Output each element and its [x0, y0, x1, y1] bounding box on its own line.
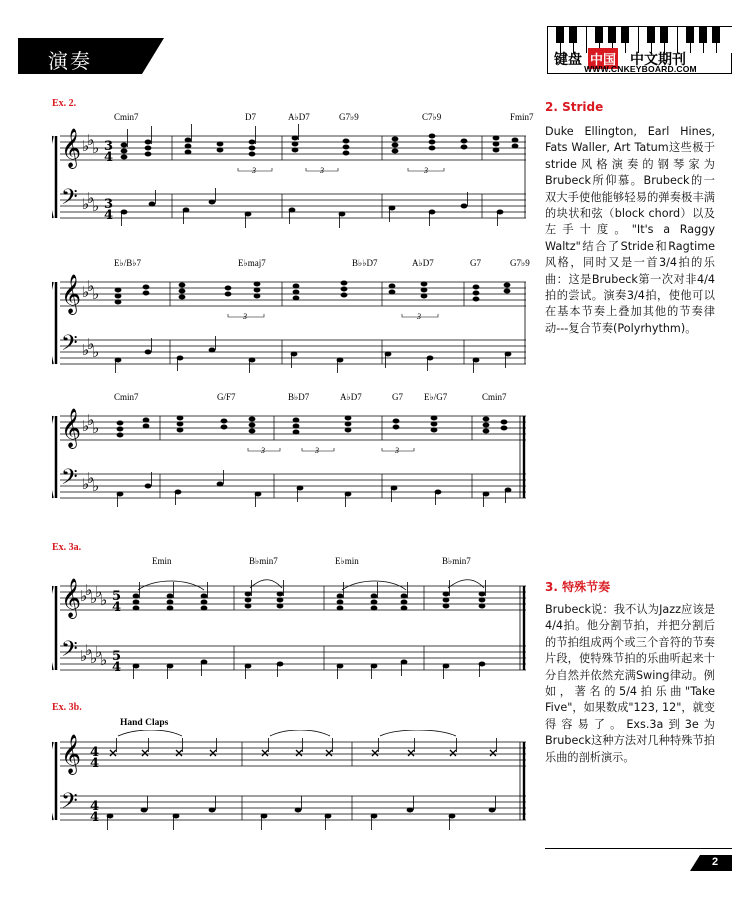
sidebar-section-2-body: Duke Ellington, Earl Hines, Fats Waller, Art Tatum这些极于stride风格演奏的钢琴家为Brubeck所仰慕。Brubeck的一双大手使他能够轻易的弹奏极丰满的块状和弦（block chord）以及左手十度。"It's a Raggy Waltz"结合了Stride和Ragtime风格，同时又是一首3/4拍的乐曲：这是Brubeck第一次对非4/4拍的尝试。演奏3/4拍，使他可以在基本节奏上叠加其他的节奏律动---复合节奏(Polyrhythm)。	[545, 125, 715, 335]
svg-text:3: 3	[395, 446, 399, 455]
page-number-tab-tail	[690, 855, 700, 871]
hand-claps-instruction: Hand Claps	[120, 718, 169, 728]
svg-text:3: 3	[320, 166, 324, 175]
svg-text:𝄢: 𝄢	[61, 465, 78, 495]
svg-text:𝄞: 𝄞	[61, 128, 82, 168]
svg-text:♭: ♭	[95, 583, 103, 601]
chord-symbol: Emin	[152, 556, 172, 566]
chord-symbol: E♭min	[335, 556, 359, 566]
svg-text:4: 4	[90, 745, 100, 760]
chord-symbol: B♭♭D7	[352, 258, 378, 268]
svg-text:5: 5	[112, 649, 122, 664]
chord-symbol: D7	[245, 112, 256, 122]
chord-symbol: G7♭9	[339, 112, 359, 122]
svg-text:♭: ♭	[82, 283, 90, 301]
svg-text:♭: ♭	[90, 649, 98, 667]
sidebar-section-2-heading	[545, 100, 603, 114]
chord-symbol: Cmin7	[114, 112, 139, 122]
svg-text:♭: ♭	[87, 189, 95, 207]
svg-text:3: 3	[252, 166, 256, 175]
svg-text:♭: ♭	[85, 641, 93, 659]
logo-brand-right: 中文期刊	[630, 52, 686, 68]
svg-text:♭: ♭	[87, 277, 95, 295]
svg-text:♭: ♭	[80, 647, 88, 665]
svg-text:3: 3	[243, 312, 247, 321]
svg-text:3: 3	[424, 166, 428, 175]
svg-text:𝄞: 𝄞	[61, 274, 82, 314]
svg-text:♭: ♭	[92, 419, 100, 437]
svg-text:♭: ♭	[92, 197, 100, 215]
chord-symbol: Cmin7	[114, 392, 139, 402]
svg-text:♭: ♭	[80, 587, 88, 605]
logo-brand-left: 键盘	[554, 52, 582, 68]
svg-text:♭: ♭	[82, 475, 90, 493]
svg-text:4: 4	[90, 756, 100, 771]
svg-text:4: 4	[104, 150, 114, 165]
footer-divider	[545, 848, 732, 849]
example-label-ex3a: Ex. 3a.	[52, 542, 82, 553]
page-title: 演奏	[48, 49, 92, 73]
svg-text:♭: ♭	[87, 131, 95, 149]
sidebar-section-3-heading	[545, 578, 610, 595]
svg-text:♭: ♭	[82, 195, 90, 213]
svg-text:♭: ♭	[100, 651, 108, 669]
example-label-ex2: Ex. 2.	[52, 98, 77, 109]
sidebar-section-3-body: Brubeck说：我不认为Jazz应该是4/4拍。他分割节拍，并把分割后的节拍组成两个或三个音符的节奏片段，使特殊节拍的乐曲听起来十分自然并依然充满Swing律动。例如，著名的5/4拍乐曲"Take Five"，如果数成"123, 12"，就变得容易了。Exs.3a到3e为Brubeck这种方法对几种特殊节拍乐曲的剖析演示。	[545, 603, 715, 764]
svg-text:𝄢: 𝄢	[61, 331, 78, 361]
sidebar-section-2-title: Stride	[562, 100, 604, 114]
svg-text:3: 3	[261, 446, 265, 455]
chord-symbol: C7♭9	[422, 112, 442, 122]
logo-brand-red: 中国	[588, 48, 618, 69]
page-number: 2	[711, 856, 719, 868]
chord-symbol: E♭/G7	[424, 392, 448, 402]
svg-text:♭: ♭	[82, 341, 90, 359]
magazine-logo	[547, 26, 732, 74]
chord-symbol: G7	[470, 258, 481, 268]
example-label-ex3b: Ex. 3b.	[52, 702, 82, 713]
svg-text:3: 3	[315, 446, 319, 455]
chord-symbol: E♭maj7	[238, 258, 266, 268]
chord-symbol: G/F7	[217, 392, 236, 402]
svg-text:♭: ♭	[100, 591, 108, 609]
svg-text:♭: ♭	[95, 643, 103, 661]
svg-text:𝄞: 𝄞	[61, 734, 82, 774]
svg-text:♭: ♭	[92, 477, 100, 495]
chord-symbol: G7♭9	[510, 258, 530, 268]
svg-text:♭: ♭	[85, 581, 93, 599]
svg-text:𝄢: 𝄢	[61, 185, 78, 215]
chord-symbol: B♭D7	[288, 392, 310, 402]
svg-text:𝄢: 𝄢	[61, 789, 78, 819]
svg-text:4: 4	[90, 810, 100, 825]
chord-symbol: B♭min7	[442, 556, 471, 566]
chord-symbol: B♭min7	[249, 556, 278, 566]
chord-symbol: Fmin7	[510, 112, 534, 122]
svg-text:♭: ♭	[87, 335, 95, 353]
sidebar-section-3-number: 3.	[545, 580, 558, 594]
svg-text:3: 3	[104, 197, 114, 212]
svg-text:4: 4	[104, 208, 114, 223]
score-system-1	[52, 112, 534, 232]
chord-symbol: A♭D7	[412, 258, 434, 268]
svg-text:♭: ♭	[92, 139, 100, 157]
sidebar-section-3-title: 特殊节奏	[562, 580, 611, 594]
svg-text:4: 4	[90, 799, 100, 814]
sidebar-section-2-number: 2.	[545, 100, 558, 114]
svg-text:♭: ♭	[82, 137, 90, 155]
svg-text:3: 3	[104, 139, 114, 154]
svg-text:𝄞: 𝄞	[61, 408, 82, 448]
score-system-2	[52, 258, 530, 378]
chord-symbol: A♭D7	[288, 112, 310, 122]
chord-symbol: Cmin7	[482, 392, 507, 402]
chord-symbol: G7	[392, 392, 403, 402]
svg-text:♭: ♭	[82, 417, 90, 435]
logo-website-url: WWW.CNKEYBOARD.COM	[584, 64, 697, 74]
svg-text:♭: ♭	[87, 411, 95, 429]
chord-symbol: A♭D7	[340, 392, 362, 402]
score-system-ex3a	[52, 556, 530, 676]
svg-text:♭: ♭	[92, 285, 100, 303]
score-system-ex3b	[52, 730, 530, 845]
svg-text:4: 4	[112, 600, 122, 615]
section-header-banner-tail	[142, 38, 164, 74]
score-system-3	[52, 392, 530, 517]
svg-text:4: 4	[112, 660, 122, 675]
svg-text:♭: ♭	[92, 343, 100, 361]
svg-text:3: 3	[417, 312, 421, 321]
svg-text:5: 5	[112, 589, 122, 604]
svg-text:𝄢: 𝄢	[61, 637, 78, 667]
svg-text:♭: ♭	[90, 589, 98, 607]
svg-text:𝄞: 𝄞	[61, 578, 82, 618]
chord-symbol: E♭/B♭7	[114, 258, 141, 268]
svg-text:♭: ♭	[87, 469, 95, 487]
